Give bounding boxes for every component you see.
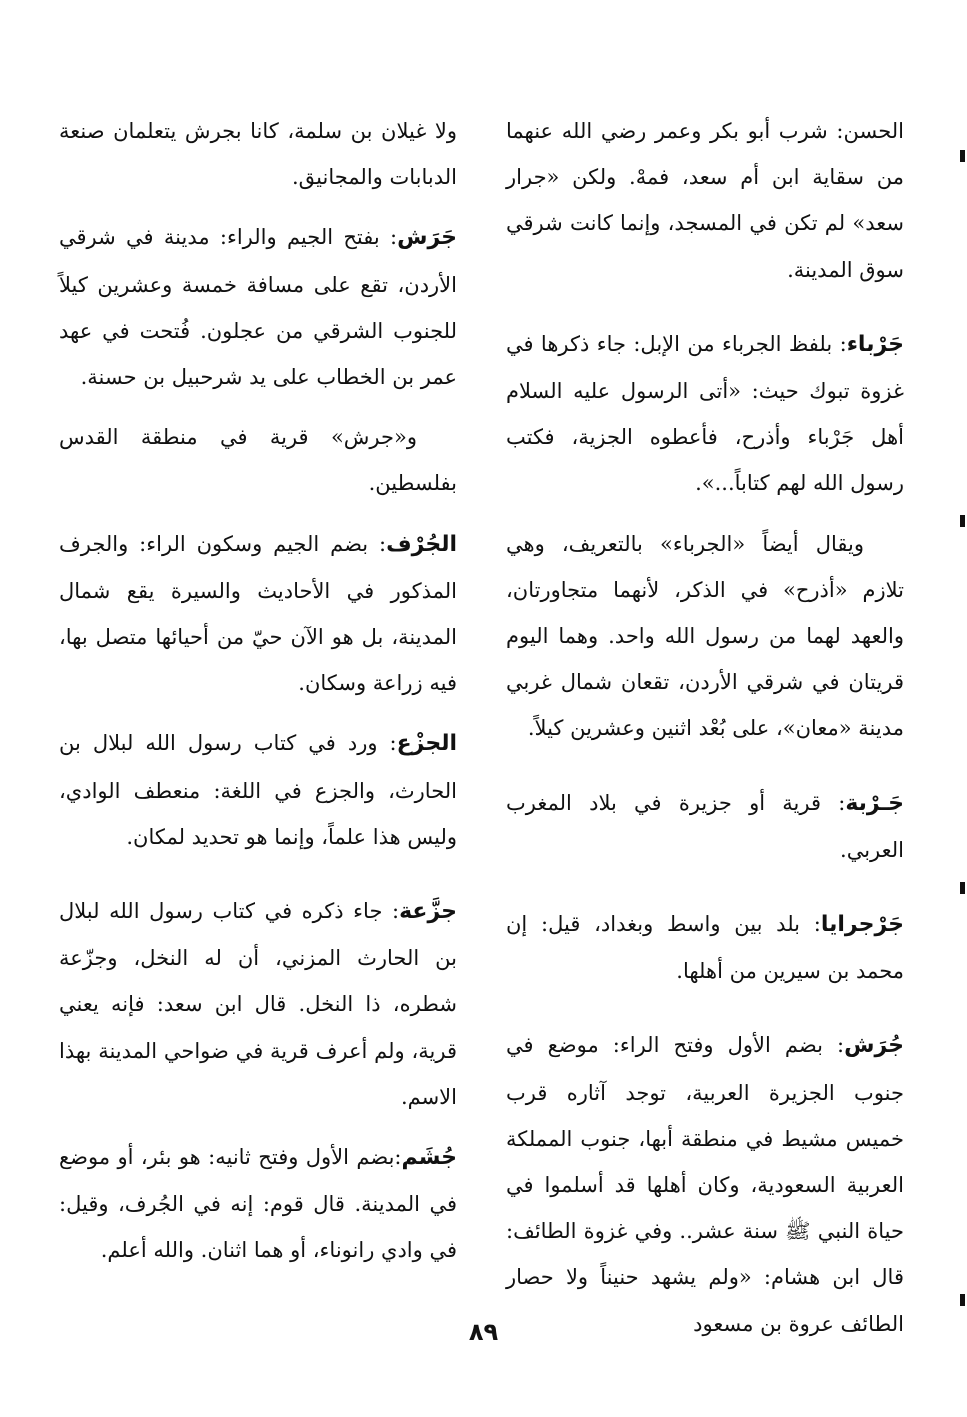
margin-mark bbox=[960, 882, 965, 894]
right-column bbox=[506, 108, 904, 1361]
page-number: ٨٩ bbox=[468, 1318, 499, 1346]
entry-jarash-palestine bbox=[59, 414, 457, 506]
entry-text: و«جرش» قرية في منطقة القدس بفلسطين. bbox=[59, 425, 457, 496]
entry-text: : بضم الأول وفتح الراء: موضع في جنوب الجزيرة العربية، توجد آثاره قرب خميس مشيط في منطقة أبها، جنوب المملكة العربية السعودية، وكان أهلها قد أسلموا في حياة النبي ﷺ سنة عشر.. وفي غزوة الطائف: قال ابن هشام: «ولم يشهد حنيناً ولا حصار الطائف عروة بن مسعود bbox=[506, 1033, 904, 1336]
entry-jarba-continued bbox=[506, 521, 904, 752]
entry-heading: جُرَش bbox=[844, 1033, 904, 1059]
entry-text: ويقال أيضاً «الجرباء» بالتعريف، وهي تلازم «أذرح» في الذكر، لأنهما متجاورتان، والعهد لهما من رسول الله واحد. وهما اليوم قريتان في شرقي الأردن، تقعان شمال غربي مدينة «معان»، على بُعْد اثنين وعشرين كيلاً. bbox=[506, 531, 904, 741]
entry-text: :بضم الأول وفتح ثانيه: هو بئر، أو موضع في المدينة. قال قوم: إنه في الجُرف، وقيل: في وادي رانوناء، أو هما اثنان. والله أعلم. bbox=[59, 1145, 457, 1263]
entry-text: : بضم الجيم وسكون الراء: والجرف المذكور في الأحاديث والسيرة يقع شمال المدينة، بل هو الآن حيّ من أحيائها متصل بها، فيه زراعة وسكان. bbox=[59, 531, 457, 696]
entry-text: : بلد بين واسط وبغداد، قيل: إن محمد بن سيرين من أهلها. bbox=[506, 912, 904, 984]
entry-al-jaz bbox=[59, 720, 457, 860]
entry-al-jurf bbox=[59, 521, 457, 707]
entry-heading: جَرَش bbox=[397, 225, 457, 251]
entry-heading: جزَّعة bbox=[399, 899, 457, 925]
entry-heading: جَرْباء bbox=[846, 331, 904, 357]
entry-jazza bbox=[59, 888, 457, 1120]
entry-jarjaraya bbox=[506, 901, 904, 994]
entry-continuation bbox=[59, 108, 457, 200]
entry-heading: الجزْع bbox=[396, 731, 457, 757]
margin-mark bbox=[960, 150, 965, 162]
entry-heading: جَـرْبة bbox=[845, 790, 904, 816]
entry-heading: جُشَم bbox=[401, 1145, 457, 1171]
entry-heading: الجُرْف bbox=[386, 531, 457, 557]
margin-mark bbox=[960, 1294, 965, 1306]
entry-text: : جاء ذكره في كتاب رسول الله لبلال بن الحارث المزني، أن له النخل، وجزّعة شطره، ذا النخل. قال ابن سعد: فإنه يعني قرية، ولم أعرف قرية في ضواحي المدينة بهذا الاسم. bbox=[59, 899, 457, 1109]
entry-text: : ورد في كتاب رسول الله لبلال بن الحارث، والجزع في اللغة: منعطف الوادي، وليس هذا علماً، وإنما هو تحديد لمكان. bbox=[59, 731, 457, 849]
left-column bbox=[59, 108, 457, 1288]
entry-continuation bbox=[506, 108, 904, 293]
entry-jurash bbox=[506, 1022, 904, 1346]
entry-jarba-island bbox=[506, 780, 904, 873]
entry-text: : قرية أو جزيرة في بلاد المغرب العربي. bbox=[506, 790, 904, 862]
entry-text: : بفتح الجيم والراء: مدينة في شرقي الأردن، تقع على مسافة خمسة وعشرين كيلاً للجنوب الشرقي من عجلون. فُتحت في عهد عمر بن الخطاب على يد شرحبيل بن حسنة. bbox=[59, 225, 457, 390]
entry-jarash bbox=[59, 214, 457, 400]
entry-text: : بلفظ الجرباء من الإبل: جاء ذكرها في غزوة تبوك حيث: «أتى الرسول عليه السلام أهل جَرْباء وأذرح، فأعطوه الجزية، فكتب رسول الله لهم كتاباً...». bbox=[506, 331, 904, 496]
entry-heading: جَرْجرايا bbox=[820, 912, 904, 938]
entry-jusham bbox=[59, 1134, 457, 1274]
margin-mark bbox=[960, 515, 965, 527]
entry-jarba bbox=[506, 321, 904, 507]
entry-text: الحسن: شرب أبو بكر وعمر رضي الله عنهما من سقاية ابن أم سعد، فمهْ. ولكن «جرار سعد» لم تكن في المسجد، وإنما كانت شرقي سوق المدينة. bbox=[506, 119, 904, 282]
entry-text: ولا غيلان بن سلمة، كانا بجرش يتعلمان صنعة الدبابات والمجانيق. bbox=[59, 119, 457, 190]
